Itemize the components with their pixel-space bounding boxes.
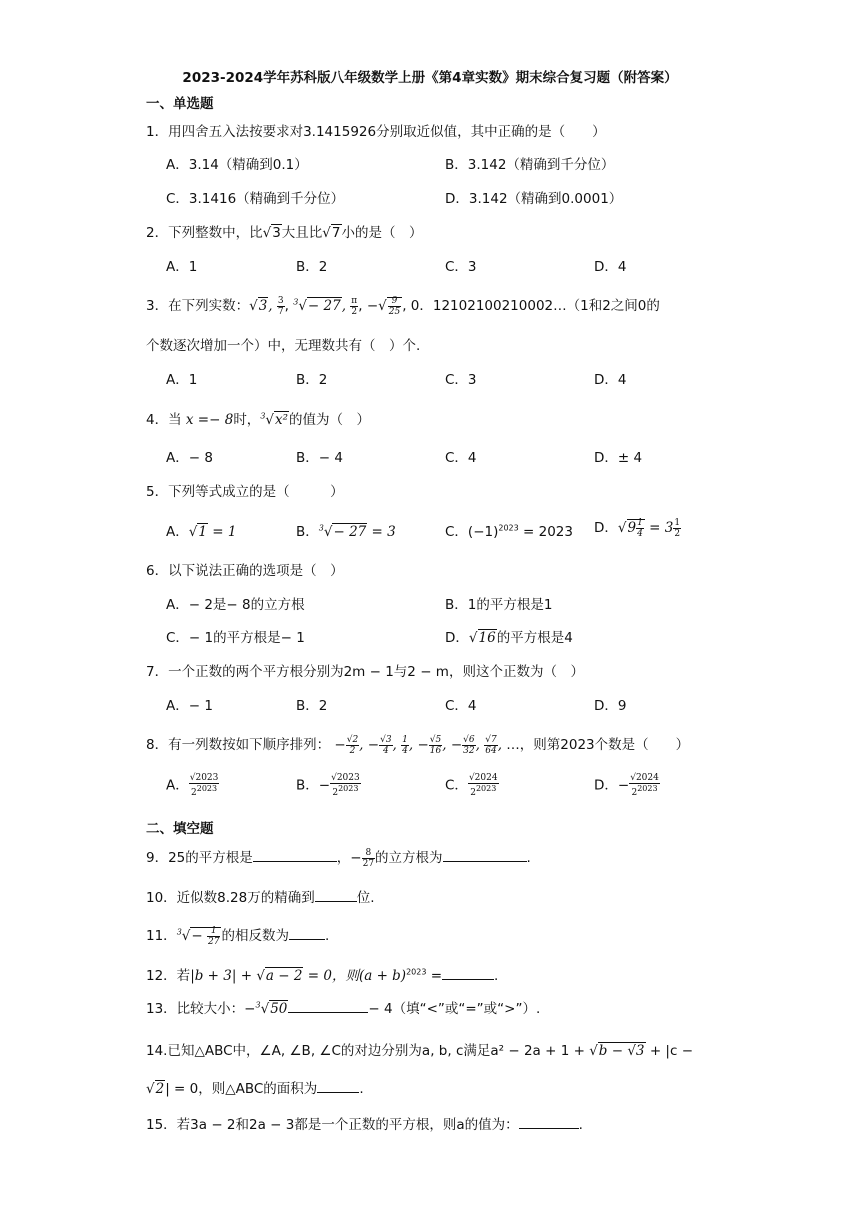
question-3-stem-line2: 个数逐次增加一个）中，无理数共有（ ）个. [146, 338, 421, 354]
question-2-stem: 2．下列整数中，比√3大且比√7小的是（ ） [146, 225, 423, 241]
question-5-option-c: C．$(-1)^{2023} = 2023$ [445, 523, 573, 540]
question-2-option-c: C．3 [445, 259, 477, 275]
sqrt-3-expr: √3, [249, 298, 273, 314]
question-1-option-b: B．3.142（精确到千分位） [445, 157, 615, 173]
question-5-option-d: D．√9 $\frac{1}{4}$ = 3 $\frac{1}{2}$ [594, 517, 681, 539]
question-3-option-d: D．4 [594, 372, 627, 388]
question-1-option-a: A．3.14（精确到0.1） [166, 157, 308, 173]
question-1-option-c: C．3.1416（精确到千分位） [166, 191, 345, 207]
answer-blank[interactable] [317, 1080, 359, 1093]
question-5-option-b: B．$^3$√− 27 = 3 [296, 523, 396, 540]
question-8-option-b: B．− $\frac{√2023}{2^{2023}}$ [296, 773, 360, 798]
section-heading-fill-blank: 二、填空题 [146, 821, 214, 837]
answer-blank[interactable] [289, 927, 325, 940]
question-3-stem-line1: 3．在下列实数：√3, $\frac{3}{7}$ , $^3$√− 27, $\frac{\pi}{2}$ , −√ $\frac{9}{25}$ , 0．12102100210002…（1和2之间0的 [146, 295, 660, 317]
neg-sqrt-9-25: −√ $\frac{9}{25}$ [366, 296, 401, 317]
question-6-option-a: A．− 2是− 8的立方根 [166, 597, 305, 613]
question-6-option-c: C．− 1的平方根是− 1 [166, 630, 305, 646]
question-6-option-b: B．1的平方根是1 [445, 597, 553, 613]
question-10: 10．近似数8.28万的精确到 位. [146, 890, 375, 906]
question-8-stem: 8．有一列数按如下顺序排列： − $\frac{√2}{2}$ , − $\frac{√3}{4}$ , $\frac{1}{4}$ , − $\frac{√5}{16}$ , − $\frac{√6}{32}$ , $\frac{√7}{64}$ , …，则第2023个数是（ ） [146, 735, 690, 756]
answer-blank[interactable] [443, 849, 527, 862]
fraction-3-7: $\frac{3}{7}$ [277, 295, 284, 317]
document-title: 2023-2024学年苏科版八年级数学上册《第4章实数》期末综合复习题（附答案） [182, 70, 678, 86]
question-5-option-a: A．√1 = 1 [166, 524, 237, 540]
question-3-option-b: B．2 [296, 372, 328, 388]
question-7-option-a: A．− 1 [166, 698, 213, 714]
question-6-option-d: D．√16的平方根是4 [445, 630, 573, 646]
question-11: 11．$^3$√− $\frac{1}{27}$ 的相反数为 . [146, 926, 330, 947]
answer-blank[interactable] [288, 1000, 368, 1013]
question-1-option-d: D．3.142（精确到0.0001） [445, 191, 623, 207]
question-13: 13．比较大小：−$^3$√50 − 4（填“<”或“=”或“>”）. [146, 1000, 541, 1017]
answer-blank[interactable] [519, 1116, 579, 1129]
question-3-option-c: C．3 [445, 372, 477, 388]
answer-blank[interactable] [315, 889, 357, 902]
fraction-pi-2: $\frac{\pi}{2}$ [351, 295, 358, 317]
cbrt-x-squared: $^3$√x² [260, 411, 289, 428]
question-7-option-d: D．9 [594, 698, 627, 714]
question-15: 15．若3a − 2和2a − 3都是一个正数的平方根，则a的值为： . [146, 1117, 583, 1133]
question-7-stem: 7．一个正数的两个平方根分别为2m − 1与2 − m，则这个正数为（ ） [146, 664, 584, 680]
answer-blank[interactable] [442, 967, 494, 980]
question-8-option-d: D．− $\frac{√2024}{2^{2023}}$ [594, 773, 659, 798]
question-12: 12．若|b + 3| + √a − 2 = 0，则$(a + b)^{2023}$ = . [146, 967, 499, 984]
question-7-option-b: B．2 [296, 698, 328, 714]
question-4-option-c: C．4 [445, 450, 477, 466]
question-1-stem: 1．用四舍五入法按要求对3.1415926分别取近似值，其中正确的是（ ） [146, 124, 606, 140]
question-2-option-d: D．4 [594, 259, 627, 275]
question-4-option-b: B．− 4 [296, 450, 343, 466]
question-7-option-c: C．4 [445, 698, 477, 714]
question-14-line2: √2| = 0，则△ABC的面积为 . [146, 1081, 364, 1097]
question-9: 9．25的平方根是 ，− $\frac{8}{27}$ 的立方根为 . [146, 847, 531, 869]
question-6-stem: 6．以下说法正确的选项是（ ） [146, 563, 344, 579]
question-4-option-a: A．− 8 [166, 450, 213, 466]
answer-blank[interactable] [253, 849, 337, 862]
question-8-option-a: A． $\frac{√2023}{2^{2023}}$ [166, 773, 219, 798]
question-3-option-a: A．1 [166, 372, 198, 388]
sqrt-7: √7 [322, 225, 341, 241]
question-14-line1: 14.已知△ABC中，∠A, ∠B, ∠C的对边分别为a, b, c满足a² − 2a + 1 + √b − √3 + |c − [146, 1043, 694, 1059]
question-5-stem: 5．下列等式成立的是（ ） [146, 484, 344, 500]
section-heading-single-choice: 一、单选题 [146, 96, 214, 112]
sqrt-3: √3 [262, 225, 281, 241]
question-4-stem: 4．当 x =− 8时，$^3$√x²的值为（ ） [146, 411, 371, 428]
question-4-option-d: D．± 4 [594, 450, 643, 466]
cbrt-neg27: $^3$√− 27, [293, 297, 346, 314]
question-2-option-b: B．2 [296, 259, 328, 275]
question-2-option-a: A．1 [166, 259, 198, 275]
question-8-option-c: C． $\frac{√2024}{2^{2023}}$ [445, 773, 498, 798]
